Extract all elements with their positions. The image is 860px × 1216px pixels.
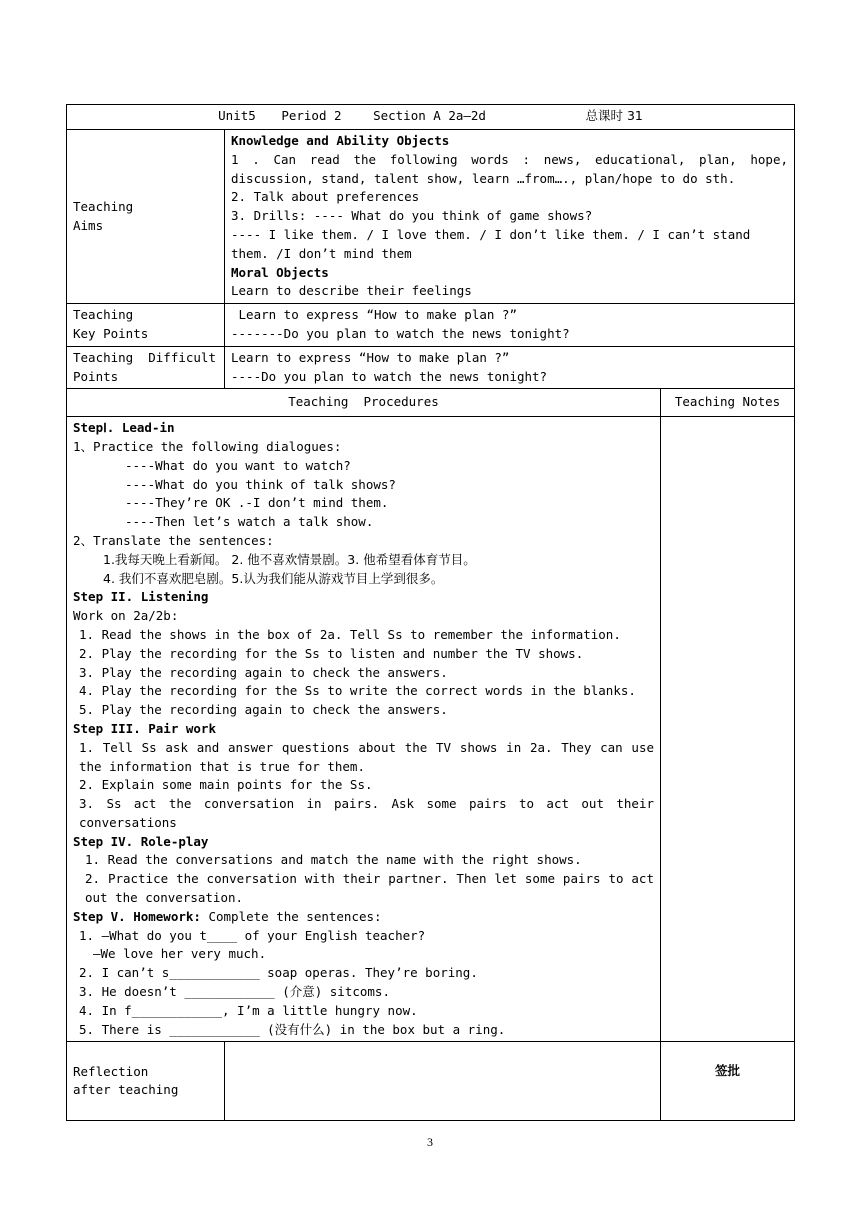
- step-5-intro: Complete the sentences:: [200, 908, 382, 924]
- procedures-row: [67, 417, 795, 1042]
- period-label: Period 2: [281, 108, 342, 123]
- step-5-title: Step V. Homework:: [73, 908, 201, 924]
- unit-label: Unit5: [218, 108, 256, 123]
- step-1-sub-2: 2、Translate the sentences:: [73, 532, 274, 548]
- key-points-line-2: -------Do you plan to watch the news tonight?: [231, 325, 570, 341]
- aims-label: [67, 130, 225, 304]
- aims-label-line-2: Aims: [73, 217, 104, 233]
- translate-line-1: 1.我每天晚上看新闻。 2. 他不喜欢情景剧。3. 他希望看体育节目。: [103, 551, 476, 567]
- translate-line-2: 4. 我们不喜欢肥皂剧。5.认为我们能从游戏节目上学到很多。: [103, 570, 444, 586]
- list-item: 2. Play the recording for the Ss to listen and number the TV shows.: [79, 645, 584, 661]
- homework-4: 4. In f____________, I’m a little hungry now.: [79, 1002, 418, 1018]
- header-row: [67, 105, 795, 130]
- aims-label-line-1: Teaching: [73, 198, 134, 214]
- moral-objects-text: Learn to describe their feelings: [231, 283, 472, 299]
- dialogue-line: ----They’re OK .-I don’t mind them.: [125, 495, 389, 511]
- list-item: 3. Play the recording again to check the answers.: [79, 664, 448, 680]
- list-item: 4. Play the recording for the Ss to write the correct words in the blanks.: [79, 683, 636, 699]
- difficult-points-line-1: Learn to express “How to make plan ?”: [231, 349, 510, 365]
- approval-cell: [661, 1042, 795, 1121]
- list-item: 1. Read the shows in the box of 2a. Tell Ss to remember the information.: [79, 626, 621, 642]
- difficult-points-line-2: ----Do you plan to watch the news tonight?: [231, 368, 548, 384]
- step-2-title: Step II. Listening: [73, 589, 209, 605]
- teaching-notes-title-text: Teaching Notes: [674, 394, 781, 410]
- approval-label: 签批: [715, 1063, 741, 1079]
- difficult-points-row: [67, 346, 795, 389]
- difficult-points-label: [67, 346, 225, 389]
- key-points-content: [225, 304, 795, 347]
- total-periods-label: 总课时 31: [585, 108, 643, 123]
- teaching-notes-title: [661, 389, 795, 417]
- key-points-label: [67, 304, 225, 347]
- key-points-line-1: Learn to express “How to make plan ?”: [231, 307, 517, 323]
- homework-1b: —We love her very much.: [93, 946, 267, 962]
- step-3-item-2: 2. Explain some main points for the Ss.: [79, 777, 373, 793]
- procedures-title: [67, 389, 661, 417]
- page-number: 3: [427, 1135, 433, 1149]
- step-4-item-1: 1. Read the conversations and match the name with the right shows.: [85, 852, 582, 868]
- key-points-row: [67, 304, 795, 347]
- step-4-item-2: 2. Practice the conversation with their partner. Then let some pairs to act out the conversation.: [85, 871, 654, 906]
- step-3-title: Step III. Pair work: [73, 720, 216, 736]
- aims-item-1: 1 . Can read the following words : news, educational, plan, hope, discussion, stand, talent show, learn …from…., plan/hope to do sth.: [231, 151, 789, 186]
- key-points-label-line-1: Teaching: [73, 307, 134, 323]
- homework-1a: 1. —What do you t____ of your English teacher?: [79, 927, 426, 943]
- homework-5: 5. There is ____________ (没有什么) in the box but a ring.: [79, 1021, 506, 1037]
- procedures-title-text: Teaching Procedures: [288, 394, 439, 410]
- section-label: Section A 2a—2d: [373, 108, 486, 123]
- teaching-notes-cell: [661, 417, 795, 1042]
- reflection-label: [67, 1042, 225, 1121]
- step-4-title: Step IV. Role-play: [73, 833, 209, 849]
- step-1-sub-1: 1、Practice the following dialogues:: [73, 438, 342, 454]
- knowledge-objects-title: Knowledge and Ability Objects: [231, 133, 450, 148]
- procedures-header-row: [67, 389, 795, 417]
- reflection-row: [67, 1042, 795, 1121]
- key-points-label-line-2: Key Points: [73, 325, 149, 341]
- step-3-item-3: 3. Ss act the conversation in pairs. Ask some pairs to act out their conversations: [79, 796, 654, 830]
- aims-content: [225, 130, 795, 304]
- step-3-item-1: 1. Tell Ss ask and answer questions about the TV shows in 2a. They can use the information that is true for them.: [79, 739, 654, 774]
- difficult-points-content: [225, 346, 795, 389]
- lesson-plan-table: [66, 104, 795, 1121]
- aims-item-3a: 3. Drills: ---- What do you think of game shows?: [231, 208, 593, 224]
- reflection-content-cell: [225, 1042, 661, 1121]
- list-item: 5. Play the recording again to check the answers.: [79, 702, 448, 718]
- step-2-sub: Work on 2a/2b:: [73, 608, 179, 624]
- step-5-line: [73, 908, 654, 927]
- dialogue-line: ----What do you think of talk shows?: [125, 476, 396, 492]
- reflection-label-line-2: after teaching: [73, 1082, 179, 1098]
- dialogue-line: ----Then let’s watch a talk show.: [125, 514, 374, 530]
- step-1-title: StepⅠ. Lead-in: [73, 420, 175, 436]
- homework-3: 3. He doesn’t ____________ (介意) sitcoms.: [79, 984, 390, 1000]
- procedures-content: [67, 417, 661, 1042]
- aims-item-2: 2. Talk about preferences: [231, 189, 420, 205]
- moral-objects-title: Moral Objects: [231, 264, 329, 280]
- homework-2: 2. I can’t s____________ soap operas. They’re boring.: [79, 965, 478, 981]
- difficult-points-label-line-2: Points: [73, 368, 119, 384]
- aims-item-3b: ---- I like them. / I love them. / I don’t like them. / I can’t stand them. /I don’t mind them: [231, 226, 751, 261]
- difficult-points-label-line-1: Teaching Difficult: [73, 349, 216, 365]
- lesson-header: [67, 105, 795, 130]
- aims-row: [67, 130, 795, 304]
- reflection-label-line-1: Reflection: [73, 1063, 149, 1079]
- dialogue-line: ----What do you want to watch?: [125, 457, 351, 473]
